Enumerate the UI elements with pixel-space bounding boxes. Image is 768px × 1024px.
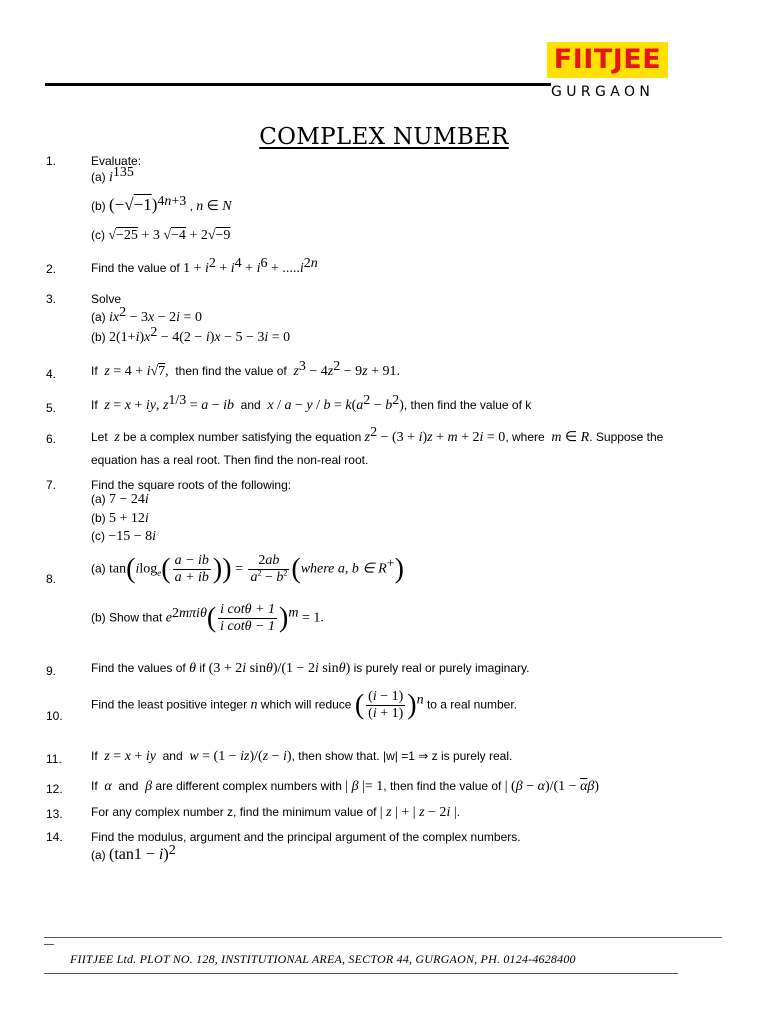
question-number: 9. <box>46 664 57 678</box>
q13-text: For any complex number z, find the minimum value of | z | + | z − 2i |. <box>91 805 460 820</box>
q4-text: If z = 4 + i√7, then find the value of $z^3 - 4z^2 - 9z + 91$. <box>91 359 401 379</box>
q6-text: Let z be a complex number satisfying the equation $z^2 - (3 + i)z + m + 2i = 0$, where m ∈ R. Suppose the <box>91 425 664 445</box>
q10-text: Find the least positive integer n which will reduce ( $\frac{(i - 1)}{(i + 1)}$ )$^n$ to a real number. <box>91 689 518 721</box>
q1c: (c) √−25 + 3 √−4 + 2√−9 <box>91 228 231 243</box>
question-number: 10. <box>46 709 63 723</box>
question-number: 3. <box>46 292 57 306</box>
question-number: 6. <box>46 432 57 446</box>
question-number: 1. <box>46 154 57 168</box>
q8a: (a) tan(ilog$_e$( $\frac{a - ib}{a + ib}$ )) = $\frac{2ab}{a^2 - b^2}$ (where a, b ∈ R+) <box>91 553 404 585</box>
q11-text: If z = x + iy and w = (1 − iz)/(z − i), then show that. |w| =1 ⇒ z is purely real. <box>91 749 513 764</box>
q7-text: Find the square roots of the following: <box>91 478 292 492</box>
q12-text: If α and β are different complex numbers with | β |= 1, then find the value of | $(\beta - \alpha)/(1 - \overline{\alpha}\beta)$ <box>91 779 600 794</box>
q7c: (c) −15 − 8i <box>91 529 157 544</box>
question-number: 8. <box>46 572 57 586</box>
footer-address: FIITJEE Ltd. PLOT NO. 128, INSTITUTIONAL AREA, SECTOR 44, GURGAON, PH. 0124-4628400 <box>70 952 576 966</box>
q1a: (a) $i^{135}$ <box>91 165 134 185</box>
q5-text: If z = x + iy, $z^{1/3} = a$ − ib and $x / a - y / b = k(a^2 - b^2)$, then find the value of k <box>91 393 532 413</box>
footer-dash: — <box>44 939 54 950</box>
fiitjee-logo: FIITJEE <box>553 44 662 75</box>
question-number: 4. <box>46 367 57 381</box>
q3b: (b) $2(1+i)x^2 - 4(2 - i)x - 5 - 3i = 0$ <box>91 325 291 345</box>
header-rule <box>45 83 551 86</box>
q3a: (a) $ix^2 - 3x - 2i = 0$ <box>91 305 202 325</box>
page-title: COMPLEX NUMBER <box>259 124 509 150</box>
question-number: 5. <box>46 401 57 415</box>
footer-rule-bottom <box>44 973 678 974</box>
footer-rule-top <box>44 937 722 938</box>
q1-text: Evaluate: <box>91 154 142 168</box>
logo-city: GURGAON <box>551 84 655 100</box>
question-number: 2. <box>46 262 57 276</box>
q7b: (b) 5 + 12i <box>91 511 149 526</box>
question-number: 7. <box>46 478 57 492</box>
q6-text-line2: equation has a real root. Then find the non-real root. <box>91 453 369 467</box>
q14-text: Find the modulus, argument and the principal argument of the complex numbers. <box>91 830 521 844</box>
q7a: (a) 7 − 24i <box>91 492 149 507</box>
question-number: 14. <box>46 830 63 844</box>
q3-text: Solve <box>91 292 122 306</box>
q1b: (b) $(-√-1)^{4n+3}$ , n ∈ N <box>91 194 232 214</box>
question-number: 11. <box>46 752 62 766</box>
question-number: 12. <box>46 782 63 796</box>
q14a: (a) $(\tan 1 - i)^2$ <box>91 843 176 863</box>
q2-text: Find the value of $1 + i^2 + i^4 + i^6 + .....i^{2n}$ <box>91 256 318 276</box>
q8b: (b) Show that $e^{2m\pi i\theta}$( $\frac{\text{i cotθ + 1}}{\text{i cotθ − 1}}$ )$^m$ = 1. <box>91 602 324 634</box>
question-number: 13. <box>46 807 63 821</box>
q9-text: Find the values of θ if (3 + 2i sinθ)/(1 − 2i sinθ) is purely real or purely imaginary. <box>91 661 530 676</box>
